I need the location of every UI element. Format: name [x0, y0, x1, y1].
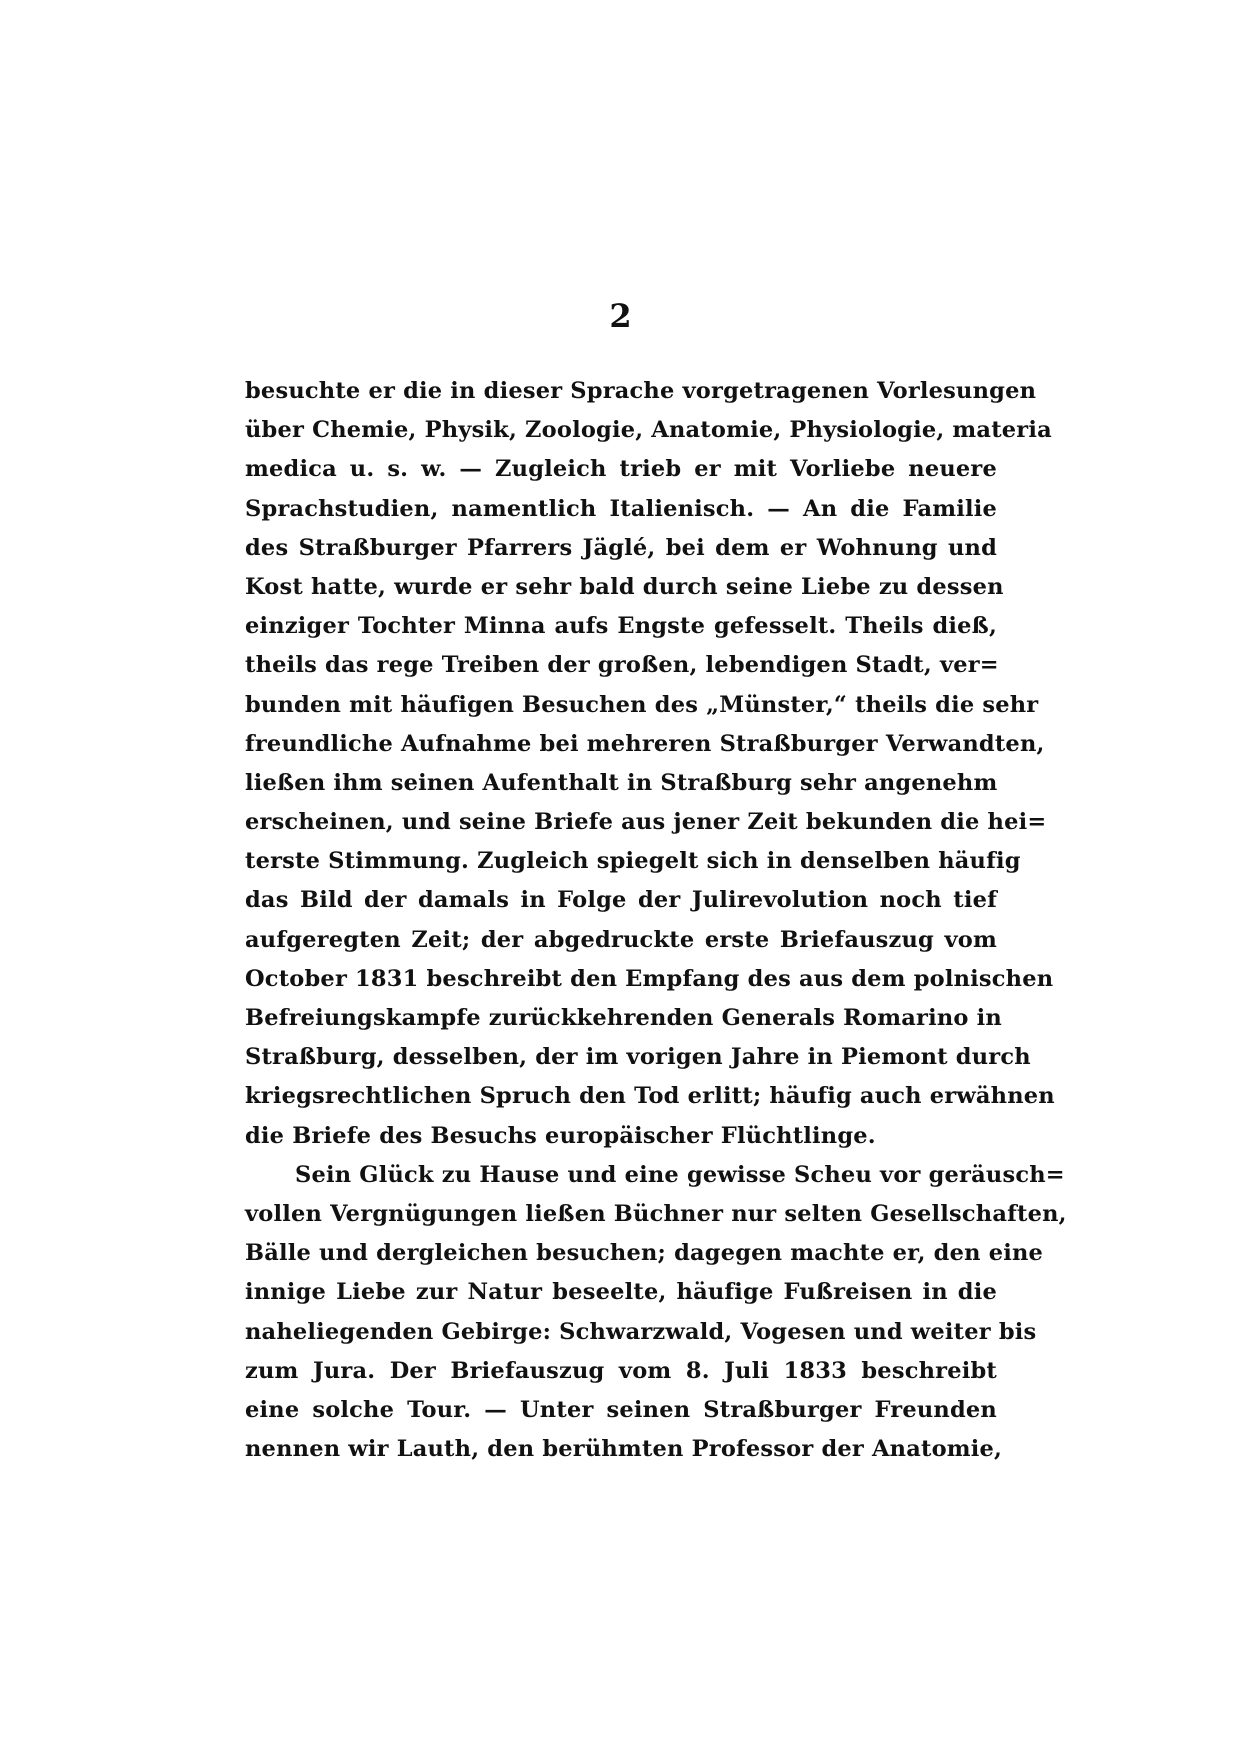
text-line: zum Jura. Der Briefauszug vom 8. Juli 1833 beschreibt: [245, 1357, 997, 1384]
text-line: aufgeregten Zeit; der abgedruckte erste Briefauszug vom: [245, 926, 997, 953]
text-line: über Chemie, Physik, Zoologie, Anatomie, Physiologie, materia: [245, 417, 1052, 444]
text-line: medica u. s. w. — Zugleich trieb er mit Vorliebe neuere: [245, 456, 997, 483]
text-line: Sprachstudien, namentlich Italienisch. — An die Familie: [245, 495, 997, 522]
text-line: freundliche Aufnahme bei mehreren Straßburger Verwandten,: [245, 730, 1045, 757]
text-line: nennen wir Lauth, den berühmten Professor der Anatomie,: [245, 1436, 1003, 1463]
text-line: October 1831 beschreibt den Empfang des aus dem polnischen: [245, 965, 1054, 992]
text-line: vollen Vergnügungen ließen Büchner nur selten Gesellschaften,: [245, 1200, 1067, 1227]
page-number: 2: [609, 297, 632, 335]
text-line: des Straßburger Pfarrers Jäglé, bei dem er Wohnung und: [245, 534, 997, 561]
text-line: Kost hatte, wurde er sehr bald durch seine Liebe zu dessen: [245, 573, 1004, 600]
text-line: einziger Tochter Minna aufs Engste gefesselt. Theils dieß,: [245, 613, 997, 640]
text-line: Straßburg, desselben, der im vorigen Jahre in Piemont durch: [245, 1044, 1031, 1071]
text-line: naheliegenden Gebirge: Schwarzwald, Vogesen und weiter bis: [245, 1318, 1037, 1345]
text-line: theils das rege Treiben der großen, lebendigen Stadt, ver=: [245, 652, 999, 679]
text-line: eine solche Tour. — Unter seinen Straßburger Freunden: [245, 1396, 997, 1423]
text-line: bunden mit häufigen Besuchen des „Münster,“ theils die sehr: [245, 691, 1039, 718]
text-line: das Bild der damals in Folge der Julirevolution noch tief: [245, 887, 997, 914]
text-line: Befreiungskampfe zurückkehrenden Generals Romarino in: [245, 1005, 1002, 1031]
text-line: besuchte er die in dieser Sprache vorgetragenen Vorlesungen: [245, 378, 1037, 404]
text-line: kriegsrechtlichen Spruch den Tod erlitt; häufig auch erwähnen: [245, 1083, 1055, 1110]
text-line: terste Stimmung. Zugleich spiegelt sich in denselben häufig: [245, 848, 1021, 875]
body-text: [245, 372, 1067, 1469]
text-line: ließen ihm seinen Aufenthalt in Straßburg sehr angenehm: [245, 769, 998, 796]
text-line: die Briefe des Besuchs europäischer Flüchtlinge.: [245, 1122, 876, 1149]
text-line: innige Liebe zur Natur beseelte, häufige Fußreisen in die: [245, 1279, 997, 1306]
text-line: Sein Glück zu Hause und eine gewisse Scheu vor geräusch=: [295, 1161, 1065, 1188]
text-line: erscheinen, und seine Briefe aus jener Zeit bekunden die hei=: [245, 809, 1047, 836]
text-line: Bälle und dergleichen besuchen; dagegen machte er, den eine: [245, 1240, 1044, 1267]
